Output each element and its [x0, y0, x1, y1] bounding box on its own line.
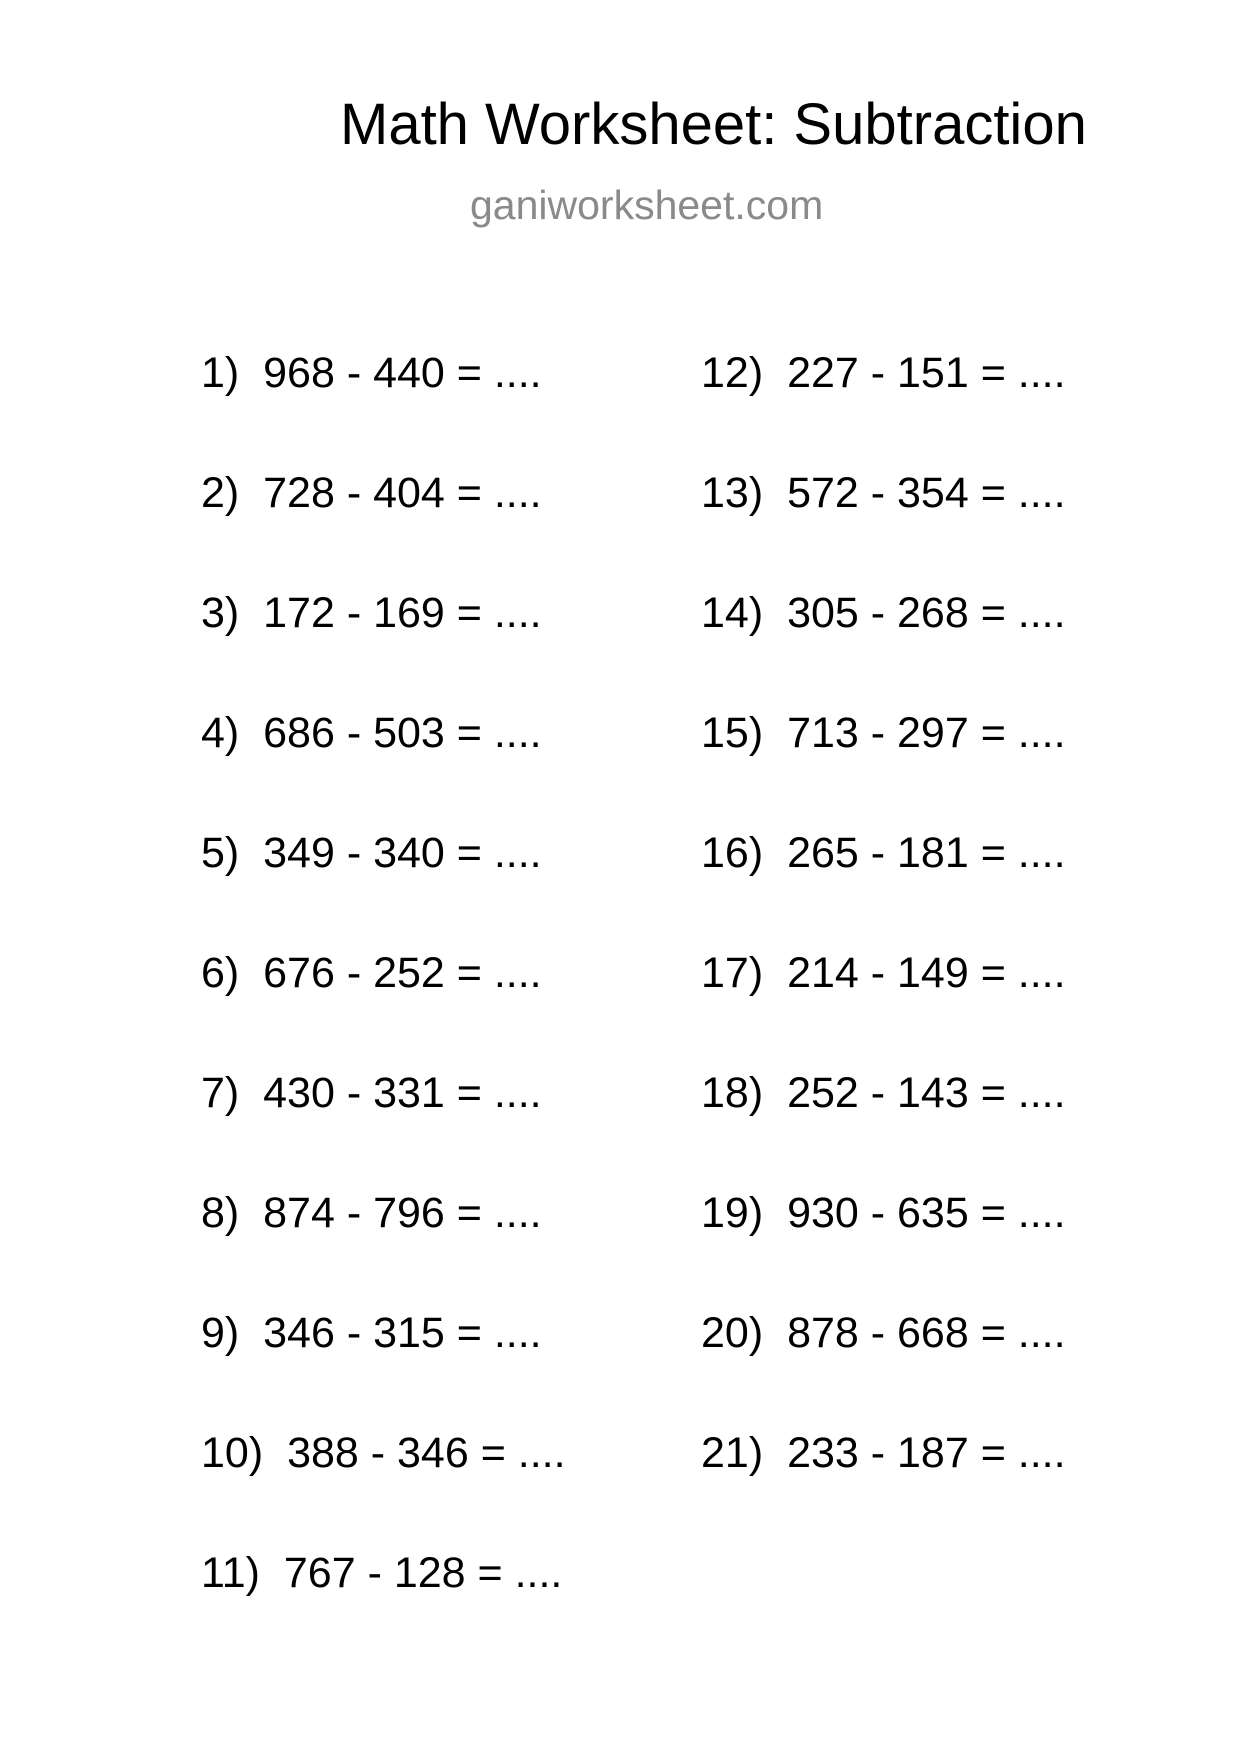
problem-number: 5): [201, 829, 240, 877]
problem-number: 8): [201, 1189, 240, 1237]
problem-number: 21): [701, 1429, 764, 1477]
problem-expression: 676 - 252 = ....: [263, 949, 542, 997]
problem-expression: 728 - 404 = ....: [263, 469, 542, 517]
problem-number: 1): [201, 349, 240, 397]
problem-expression: 930 - 635 = ....: [787, 1189, 1066, 1237]
problem-item: [201, 1549, 566, 1672]
problem-number: 3): [201, 589, 240, 637]
problem-item: [701, 589, 1066, 712]
problem-number: 11): [201, 1549, 260, 1597]
problem-number: 4): [201, 709, 240, 757]
problem-number: 2): [201, 469, 240, 517]
problem-item: [201, 1309, 566, 1432]
problem-number: 16): [701, 829, 764, 877]
problem-item: [201, 1189, 566, 1312]
problem-number: 10): [201, 1429, 264, 1477]
site-watermark: ganiworksheet.com: [470, 182, 824, 228]
problem-expression: 713 - 297 = ....: [787, 709, 1066, 757]
problem-number: 13): [701, 469, 764, 517]
problem-expression: 349 - 340 = ....: [263, 829, 542, 877]
problem-item: [701, 349, 1066, 472]
problem-number: 12): [701, 349, 764, 397]
problem-expression: 233 - 187 = ....: [787, 1429, 1066, 1477]
problem-item: [201, 949, 566, 1072]
page-title: Math Worksheet: Subtraction: [340, 92, 1087, 157]
problem-item: [701, 469, 1066, 592]
problem-column-left: [201, 349, 566, 1672]
problem-number: 17): [701, 949, 764, 997]
problem-item: [701, 949, 1066, 1072]
problem-number: 9): [201, 1309, 240, 1357]
problem-expression: 686 - 503 = ....: [263, 709, 542, 757]
problem-item: [201, 589, 566, 712]
problem-item: [701, 1189, 1066, 1312]
problem-expression: 388 - 346 = ....: [287, 1429, 566, 1477]
problem-item: [701, 829, 1066, 952]
problem-number: 19): [701, 1189, 764, 1237]
problem-number: 7): [201, 1069, 240, 1117]
problem-item: [201, 1429, 566, 1552]
problem-item: [701, 1309, 1066, 1432]
problem-item: [201, 469, 566, 592]
problem-item: [701, 1069, 1066, 1192]
problem-expression: 346 - 315 = ....: [263, 1309, 542, 1357]
problem-item: [201, 1069, 566, 1192]
problem-column-right: [701, 349, 1066, 1552]
problem-item: [701, 709, 1066, 832]
problem-expression: 227 - 151 = ....: [787, 349, 1066, 397]
problem-number: 14): [701, 589, 764, 637]
problem-number: 6): [201, 949, 240, 997]
problem-expression: 767 - 128 = ....: [283, 1549, 563, 1597]
problem-expression: 305 - 268 = ....: [787, 589, 1066, 637]
problem-expression: 265 - 181 = ....: [787, 829, 1066, 877]
problem-expression: 214 - 149 = ....: [787, 949, 1066, 997]
problem-number: 18): [701, 1069, 764, 1117]
problem-item: [201, 829, 566, 952]
problem-expression: 572 - 354 = ....: [787, 469, 1066, 517]
problem-expression: 430 - 331 = ....: [263, 1069, 542, 1117]
problem-item: [701, 1429, 1066, 1552]
problem-number: 20): [701, 1309, 764, 1357]
problem-number: 15): [701, 709, 764, 757]
problem-expression: 878 - 668 = ....: [787, 1309, 1066, 1357]
problem-expression: 874 - 796 = ....: [263, 1189, 542, 1237]
problem-expression: 252 - 143 = ....: [787, 1069, 1066, 1117]
problem-item: [201, 349, 566, 472]
problem-expression: 172 - 169 = ....: [263, 589, 542, 637]
problem-expression: 968 - 440 = ....: [263, 349, 542, 397]
problem-item: [201, 709, 566, 832]
